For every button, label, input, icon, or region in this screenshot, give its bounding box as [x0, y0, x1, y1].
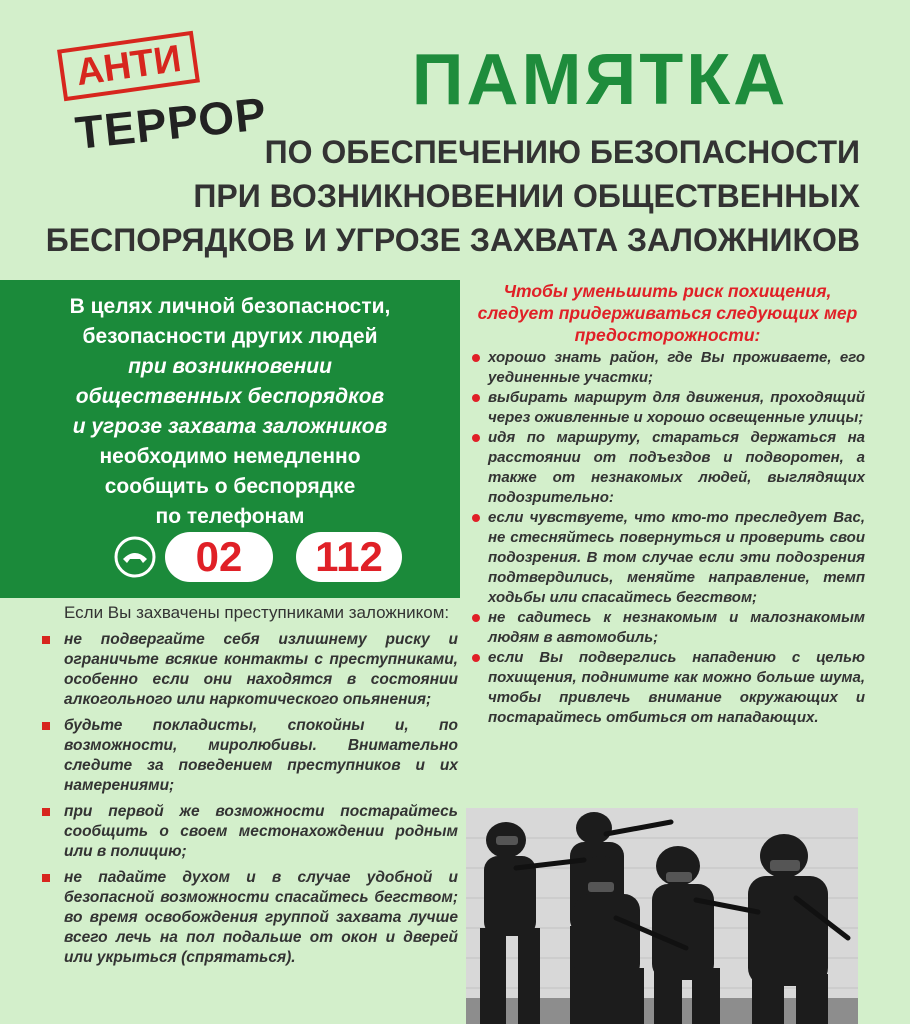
hostage-intro: Если Вы захвачены преступниками заложником:	[64, 603, 450, 622]
list-item-text: не садитесь к незнакомым и малознакомым людям в автомобиль;	[488, 609, 865, 646]
list-item	[470, 388, 865, 428]
round-bullet-icon	[472, 354, 480, 362]
square-bullet-icon	[42, 874, 50, 882]
phone-number-112[interactable]: 112	[296, 532, 402, 582]
list-item-text: не подвергайте себя излишнему риску и ограничьте всякие контакты с преступниками, особенно если они находятся в состоянии алкогольного или наркотического опьянения;	[64, 631, 458, 708]
list-item	[470, 648, 865, 728]
special-forces-photo	[466, 808, 858, 1024]
emergency-call-box	[0, 280, 460, 598]
list-item-text: выбирать маршрут для движения, проходящий через оживленные и хорошо освещенные улицы;	[488, 389, 865, 426]
round-bullet-icon	[472, 514, 480, 522]
telephone-icon	[113, 535, 157, 579]
square-bullet-icon	[42, 722, 50, 730]
list-item-text: если чувствуете, что кто-то преследует Вас, не стесняйтесь повернуться и проверить свои подозрения. В том случае если эти подозрения подтвердились, меняйте направление, темп ходьбы или спасайтесь бегством;	[488, 509, 865, 606]
list-item	[470, 608, 865, 648]
round-bullet-icon	[472, 614, 480, 622]
hostage-list	[38, 630, 458, 968]
list-item-text: не падайте духом и в случае удобной и безопасной возможности спасайтесь бегством; во время освобождения группой захвата лучше всего лечь на пол подальше от окон и дверей или укрыться (спрятаться).	[64, 869, 458, 966]
subtitle-line: БЕСПОРЯДКОВ И УГРОЗЕ ЗАХВАТА ЗАЛОЖНИКОВ	[45, 222, 860, 258]
subtitle-line: ПО ОБЕСПЕЧЕНИЮ БЕЗОПАСНОСТИ	[264, 134, 860, 170]
round-bullet-icon	[472, 654, 480, 662]
call-text-line: при возникновении	[128, 355, 332, 378]
round-bullet-icon	[472, 394, 480, 402]
list-item	[38, 868, 458, 968]
call-text-line: и угрозе захвата заложников	[72, 415, 388, 438]
list-item	[470, 428, 865, 508]
list-item	[470, 508, 865, 608]
call-text-line: безопасности других людей	[82, 325, 378, 348]
list-item	[38, 630, 458, 710]
page-title: ПАМЯТКА	[411, 40, 789, 120]
call-text-line: по телефонам	[155, 505, 305, 528]
list-item-text: при первой же возможности постарайтесь сообщить о своем местонахождении родным или в полицию;	[64, 803, 458, 860]
prevention-list	[470, 348, 865, 728]
round-bullet-icon	[472, 434, 480, 442]
page-subtitle	[40, 130, 860, 262]
list-item	[470, 348, 865, 388]
call-text-line: общественных беспорядков	[75, 385, 385, 408]
square-bullet-icon	[42, 808, 50, 816]
subtitle-line: ПРИ ВОЗНИКНОВЕНИИ ОБЩЕСТВЕННЫХ	[193, 178, 860, 214]
emergency-call-text	[10, 292, 450, 532]
special-forces-illustration	[466, 808, 858, 1024]
list-item	[38, 802, 458, 862]
call-text-line: необходимо немедленно	[99, 445, 361, 468]
call-text-line: В целях личной безопасности,	[69, 295, 391, 318]
list-item	[38, 716, 458, 796]
list-item-text: будьте покладисты, спокойны и, по возможности, миролюбивы. Внимательно следите за поведением преступников и их намерениями;	[64, 717, 458, 794]
logo-terror-text: ТЕРРОР	[72, 87, 270, 159]
list-item-text: хорошо знать район, где Вы проживаете, его уединенные участки;	[488, 349, 865, 386]
logo-anti-text: АНТИ	[57, 31, 200, 102]
call-text-line: сообщить о беспорядке	[104, 475, 356, 498]
hostage-instructions	[38, 602, 458, 974]
list-item-text: если Вы подверглись нападению с целью похищения, поднимите как можно больше шума, чтобы привлечь внимание окружающих и постарайтесь отбиться от нападающих.	[488, 649, 865, 726]
prevention-heading: Чтобы уменьшить риск похищения, следует придерживаться следующих мер предосторожности:	[477, 281, 858, 345]
kidnapping-prevention	[470, 280, 865, 728]
list-item-text: идя по маршруту, стараться держаться на расстоянии от подъездов и подворотен, а также от незнакомых людей, выглядящих подозрительно:	[488, 429, 865, 506]
square-bullet-icon	[42, 636, 50, 644]
phone-number-02[interactable]: 02	[165, 532, 273, 582]
